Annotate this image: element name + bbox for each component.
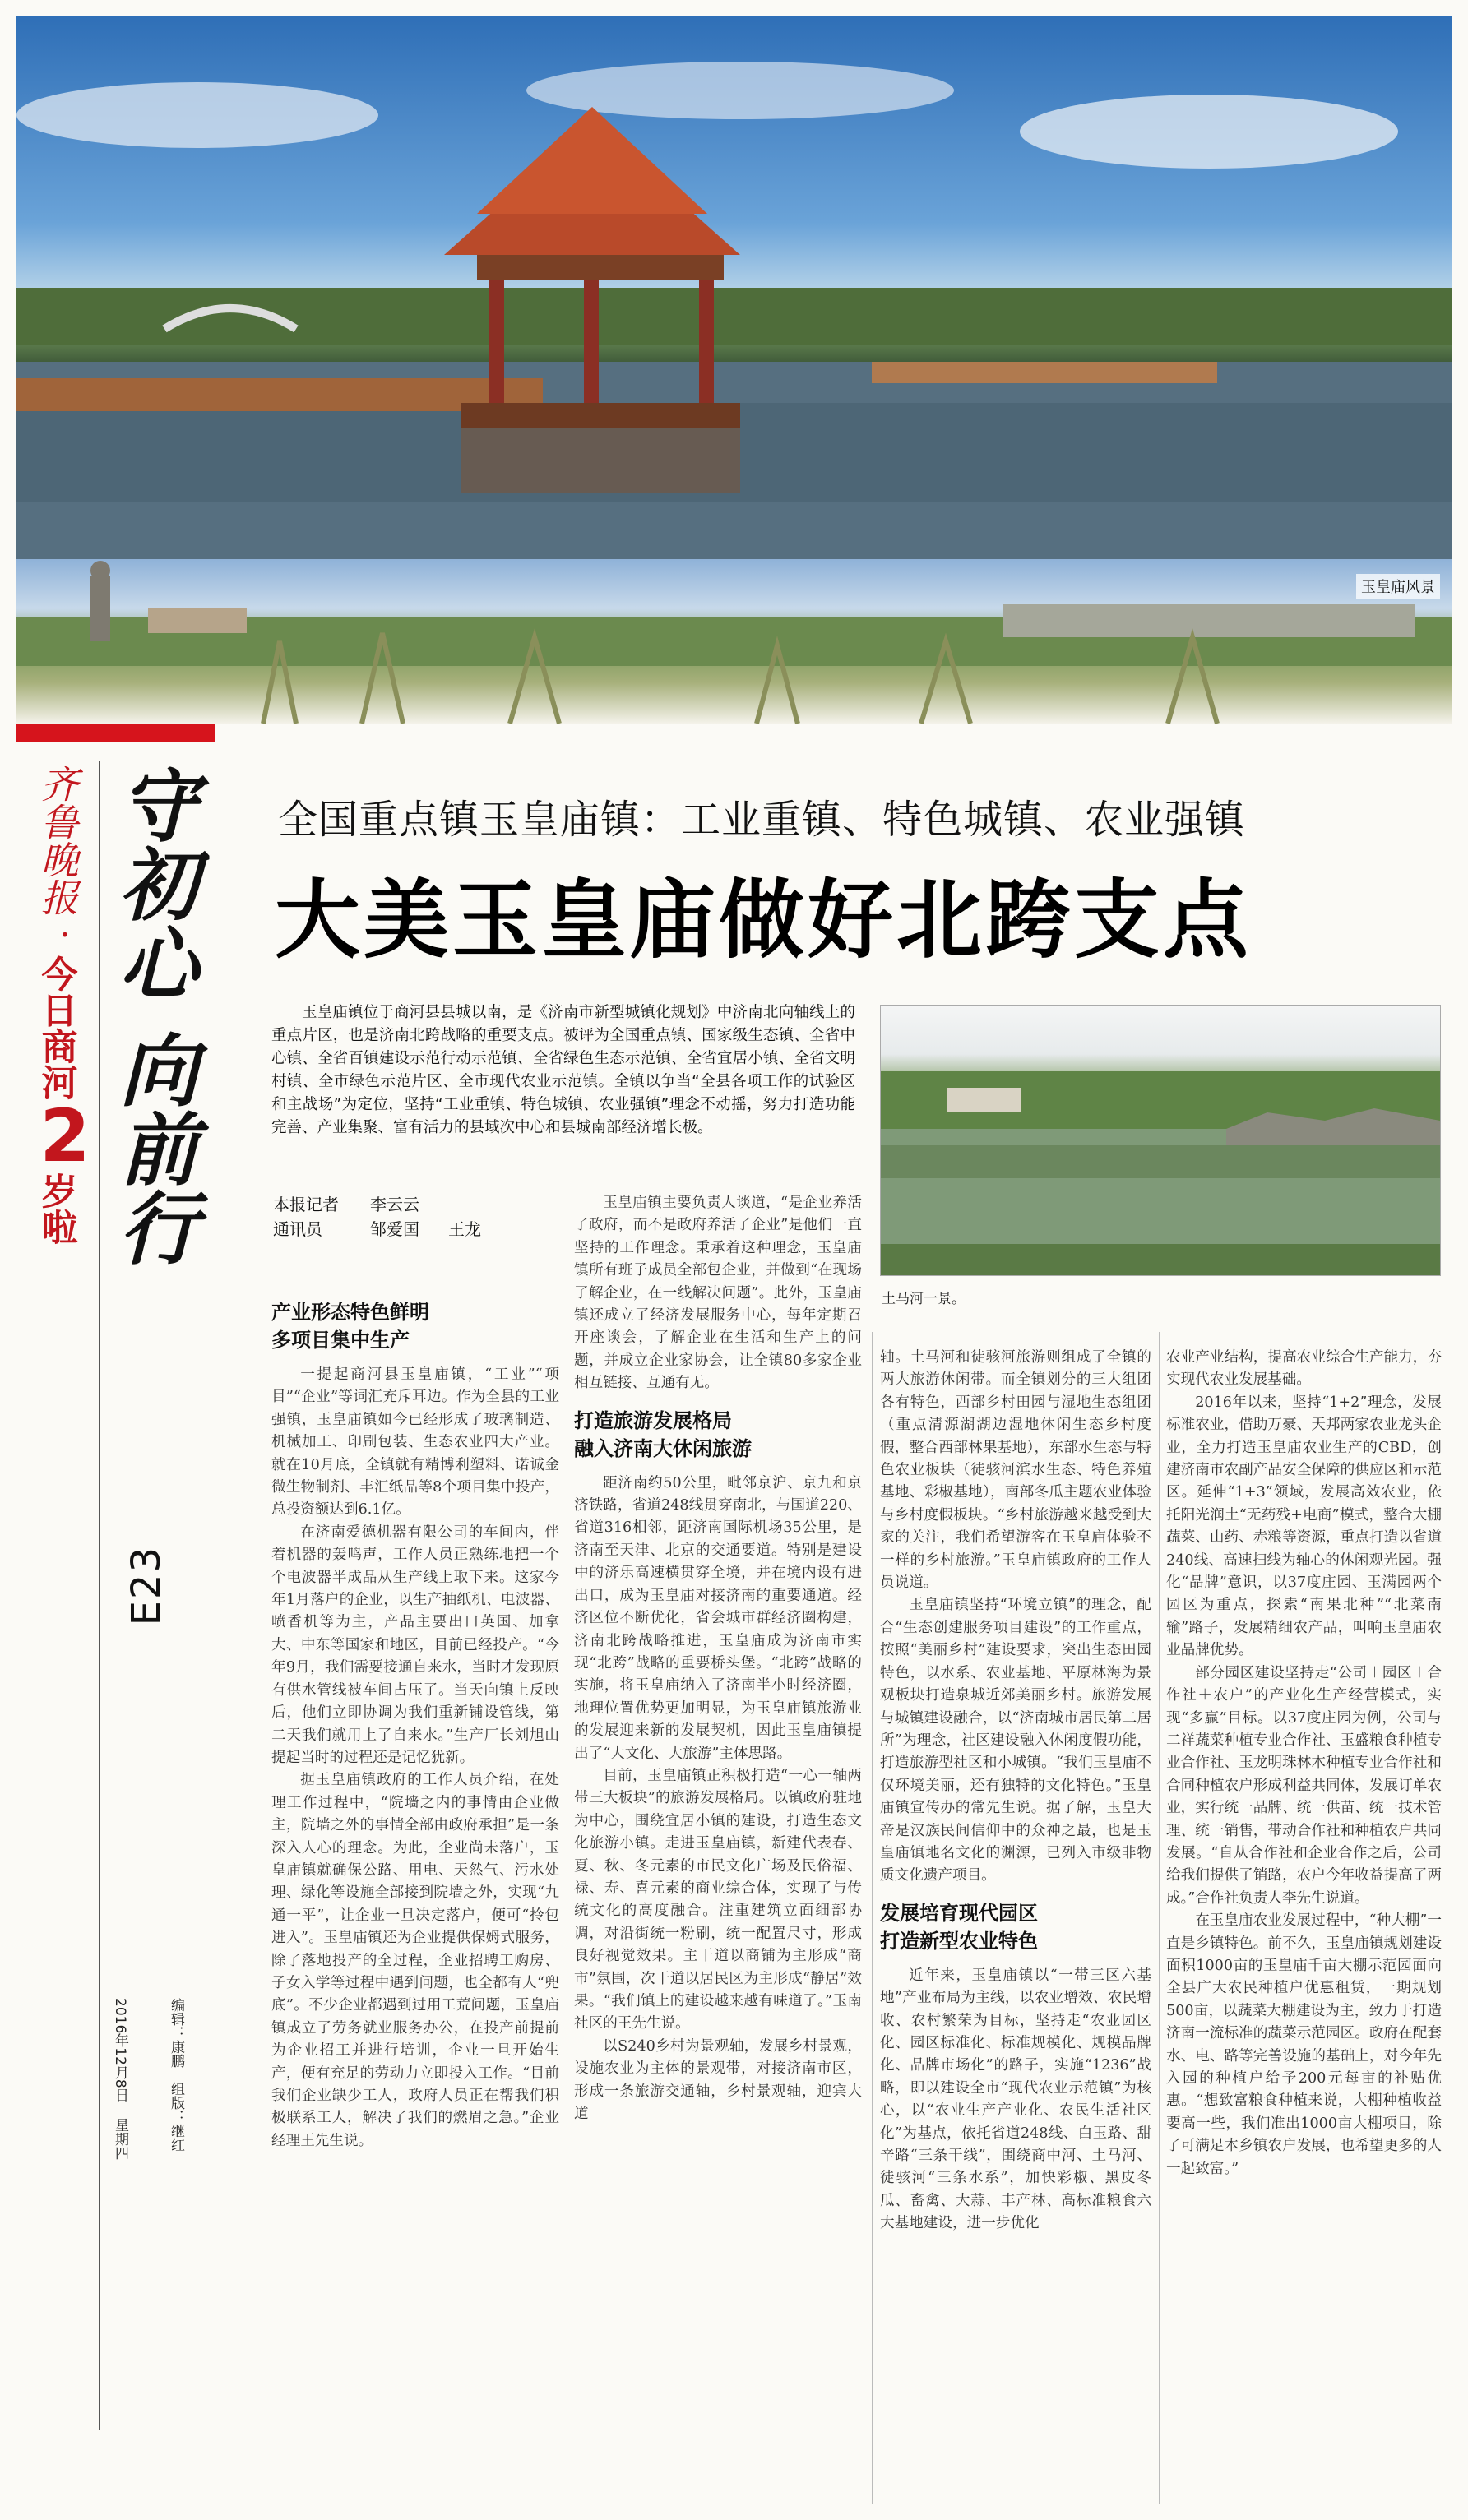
editor-name: 编辑：康鹏 [168, 1998, 184, 2068]
paragraph: 一提起商河县玉皇庙镇，“工业”“项目”“企业”等词汇充斥耳边。作为全县的工业强镇，玉皇庙镇如今已经形成了玻璃制造、机械加工、印刷包装、生态农业四大产业。就在10月底，全镇就有精博利塑料、诺诚金微生物制剂、丰汇纸品等8个项目集中投产，总投资额达到6.1亿。 [271, 1366, 559, 1519]
headline-kicker: 全国重点镇玉皇庙镇：工业重镇、特色城镇、农业强镇 [278, 797, 1246, 843]
paragraph: 轴。土马河和徒骇河旅游则组成了全镇的两大旅游休闲带。而全镇划分的三大组团各有特色，西部乡村田园与湿地生态组团（重点清源湖湖边湿地休闲生态乡村度假，整合西部林果基地），东部水生态与特色农业板块（徒骇河滨水生态、特色养殖基地、彩椒基地），南部冬瓜主题农业体验与乡村度假板块。“乡村旅游越来越受到大家的关注，我们希望游客在玉皇庙体验不一样的乡村旅游。”玉皇庙镇政府的工作人员说道。 [880, 1349, 1151, 1592]
article-column-2 [574, 1192, 862, 2125]
correspondent-name-2: 王龙 [448, 1219, 481, 1239]
motto-line-2: 向前行 [106, 1029, 200, 1266]
subhead-agriculture-line-2: 打造新型农业特色 [880, 1929, 1038, 1953]
paragraph: 近年来，玉皇庙镇以“一带三区六基地”产业布局为主线，以农业增效、农民增收、农村繁荣为目标，坚持走“农业园区化、园区标准化、标准规模化、规模品牌化、品牌市场化”的路子，实施“1236”战略，即以建设全市“现代农业示范镇”为核心，以“农业生产产业化、农民生活社区化”为基点，依托省道248线、白玉路、甜辛路“三条干线”，围绕商中河、土马河、徒骇河“三条水系”，加快彩椒、黑皮冬瓜、畜禽、大蒜、丰产林、高标准粮食六大基地建设，进一步优化 [880, 1967, 1151, 2232]
reporter-row [273, 1192, 507, 1217]
hero-photo [16, 16, 1452, 559]
paragraph: 2016年以来，坚持“1+2”理念，发展标准农业，借助万豪、天邦两家农业龙头企业，全力打造玉皇庙农业生产的CBD，创建济南市农副产品安全保障的供应区和示范区。延伸“1+3”领域，发展高效农业，依托阳光润土“无药残+电商”模式，整合大棚蔬菜、山药、赤粮等资源，重点打造以省道240线、高速扫线为轴心的休闲观光园。强化“品牌”意识，以37度庄园、玉满园两个园区为重点，探索“南果北种”“北菜南输”路子，发展精细农产品，叫响玉皇庙农业品牌优势。 [1166, 1394, 1442, 1659]
section-name: 今日商河 [35, 955, 77, 1100]
subhead-agriculture [880, 1899, 1151, 1955]
rail-divider [99, 761, 100, 2430]
hero-caption: 玉皇庙风景 [1356, 574, 1440, 599]
subhead-agriculture-line-1: 发展培育现代园区 [880, 1901, 1038, 1925]
river-scene-image [881, 1006, 1440, 1275]
paragraph: 玉皇庙镇坚持“环境立镇”的理念，配合“生态创建服务项目建设”的工作重点，按照“美丽乡村”建设要求，突出生态田园特色，以水系、农业基地、平原林海为景观板块打造泉城近郊美丽乡村。旅游发展与城镇建设融合，以“济南城市居民第二居所”为理念，社区建设融入休闲度假功能，打造旅游型社区和小城镇。“我们玉皇庙不仅环境美丽，还有独特的文化特色。”玉皇庙镇宣传办的常先生说。据了解，玉皇大帝是汉族民间信仰中的众神之最，也是玉皇庙镇地名文化的渊源，已列入市级非物质文化遗产项目。 [880, 1597, 1151, 1884]
paragraph: 部分园区建设坚持走“公司＋园区＋合作社＋农户”的产业化生产经营模式，实现“多赢”目标。以37度庄园为例，公司与二祥蔬菜种植专业合作社、玉盛粮食种植专业合作社、玉龙明珠林木种植专业合作社和合同种植农户形成利益共同体，发展订单农业，实行统一品牌、统一供苗、统一技术管理、统一销售，带动合作社和种植农户共同发展。“自从合作社和企业合作之后，公司给我们提供了销路，农户今年收益提高了两成。”合作社负责人李先生说道。 [1166, 1664, 1442, 1907]
lake-photo [880, 1005, 1441, 1276]
reed-landscape-photo [16, 559, 1452, 724]
correspondent-row [273, 1217, 507, 1242]
paragraph: 农业产业结构，提高农业综合生产能力，夯实现代农业发展基础。 [1166, 1349, 1442, 1389]
article-column-4 [1166, 1347, 1442, 2180]
subhead-industry-line-1: 产业形态特色鲜明 [271, 1301, 429, 1324]
article-column-1 [271, 1287, 559, 2152]
subhead-tourism-line-2: 融入济南大休闲旅游 [574, 1436, 752, 1460]
paragraph: 据玉皇庙镇政府的工作人员介绍，在处理工作过程中，“院墙之内的事情由企业做主，院墙之外的事情全部由政府承担”是一条深入人心的理念。为此，企业尚未落户，玉皇庙镇就确保公路、用电、天然气、污水处理、绿化等设施全部接到院墙之外，实现“九通一平”，让企业一旦决定落户，便可“拎包进入”。玉皇庙镇还为企业提供保姆式服务，除了落地投产的全过程，企业招聘工购房、子女入学等过程中遇到问题，也全都有人“兜底”。不少企业都遇到过用工荒问题，玉皇庙镇成立了劳务就业服务办公，在投产前提前为企业招工并进行培训，企业一旦开始生产，便有充足的劳动力立即投入工作。“目前我们企业缺少工人，政府人员正在帮我们积极联系工人，解决了我们的燃眉之急。”企业经理王先生说。 [271, 1772, 559, 2149]
byline [273, 1192, 507, 1242]
designer-name: 组版：继红 [168, 2082, 184, 2152]
lake-caption: 土马河一景。 [882, 1291, 966, 1307]
reporter-label: 本报记者 [273, 1195, 339, 1214]
statue-reeds-image [16, 559, 1452, 724]
newspaper-masthead-vertical [36, 765, 94, 1603]
paragraph: 在玉皇庙农业发展过程中，“种大棚”一直是乡镇特色。前不久，玉皇庙镇规划建设面积1000亩的玉皇庙千亩大棚示范园面向全县广大农民种植户优惠租赁，一期规划500亩，以蔬菜大棚建设为主，致力于打造济南一流标准的蔬菜示范园区。政府在配套水、电、路等完善设施的基础上，对今年先入园的种植户给予200元每亩的补贴优惠。“想致富粮食种植来说，大棚种植收益要高一些，我们准出1000亩大棚项目，除了可满足本乡镇农户发展，也希望更多的人一起致富。” [1166, 1912, 1442, 2177]
column-rule [1159, 1332, 1160, 2504]
masthead-separator: · [59, 914, 71, 956]
anniversary-suffix: 岁啦 [35, 1172, 77, 1245]
paragraph: 目前，玉皇庙镇正积极打造“一心一轴两带三大板块”的旅游发展格局。以镇政府驻地为中心，围绕宜居小镇的建设，打造生态文化旅游小镇。走进玉皇庙镇，新建代表春、夏、秋、冬元素的市民文化广场及民俗福、禄、寿、喜元素的商业综合体，实现了与传统文化的高度融合。注重建筑立面细部协调，对沿街统一粉刷，统一配置尺寸，形成良好视觉效果。主干道以商铺为主形成“商市”氛围，次干道以居民区为主形成“静居”效果。“我们镇上的建设越来越有味道了。”玉南社区的王先生说。 [574, 1767, 862, 2032]
paragraph: 玉皇庙镇主要负责人谈道，“是企业养活了政府，而不是政府养活了企业”是他们一直坚持的工作理念。秉承着这种理念，玉皇庙镇所有班子成员全部包企业，并做到“在现场了解企业，在一线解决问题”。此外，玉皇庙镇还成立了经济发展服务中心，每年定期召开座谈会，了解企业在生活和生产上的问题，并成立企业家协会，让全镇80多家企业相互链接、互通有无。 [574, 1195, 862, 1392]
issue-date [109, 1998, 132, 2160]
paragraph: 以S240乡村为景观轴，发展乡村景观，设施农业为主体的景观带，对接济南市区，形成一条旅游交通轴，乡村景观轴，迎宾大道 [574, 2037, 862, 2123]
correspondent-name-1: 邹爱国 [370, 1219, 419, 1239]
paragraph: 在济南爱德机器有限公司的车间内，伴着机器的轰鸣声，工作人员正熟练地把一个个电波器半成品从生产线上取下来。这家今年1月落户的企业，以生产抽纸机、电波器、喷香机等为主，产品主要出口英国、加拿大、中东等国家和地区，目前已经投产。“今年9月，我们需要接通自来水，当时才发现原有供水管线被车间占压了。当天向镇上反映后，他们立即协调为我们重新铺设管线，第二天我们就用上了自来水。”生产厂长刘旭山提起当时的过程还是记忆犹新。 [271, 1524, 559, 1766]
motto-calligraphy [107, 765, 214, 1269]
subhead-industry [271, 1298, 559, 1354]
column-rule [872, 1332, 873, 2504]
red-accent-bar [16, 724, 215, 742]
page-code: E23 [123, 1546, 169, 1626]
main-headline: 大美玉皇庙做好北跨支点 [275, 870, 1253, 970]
paper-name: 齐鲁晚报 [35, 765, 80, 916]
reporter-name: 李云云 [370, 1195, 419, 1214]
pavilion-scene-image [16, 16, 1452, 559]
editor-credits [138, 1998, 188, 2162]
paragraph: 距济南约50公里，毗邻京沪、京九和京济铁路，省道248线贯穿南北，与国道220、省道316相邻，距济南国际机场35公里，是济南至天津、北京的交通要道。特别是建设中的济乐高速横贯穿全境，并在境内设有进出口，成为玉皇庙对接济南的重要通道。经济区位不断优化，省会城市群经济圈构建，济南北跨战略推进，玉皇庙成为济南市实现“北跨”战略的重要桥头堡。“北跨”战略的实施，将玉皇庙纳入了济南半小时经济圈，地理位置优势更加明显，为玉皇庙镇旅游业的发展迎来新的发展契机，因此玉皇庙镇提出了“大文化、大旅游”主体思路。 [574, 1474, 862, 1762]
subhead-tourism [574, 1407, 862, 1463]
subhead-tourism-line-1: 打造旅游发展格局 [574, 1408, 732, 1432]
anniversary-number: 2 [39, 1093, 90, 1178]
article-column-3 [880, 1347, 1151, 2236]
intro-paragraph: 玉皇庙镇位于商河县县城以南，是《济南市新型城镇化规划》中济南北向轴线上的重点片区，也是济南北跨战略的重要支点。被评为全国重点镇、国家级生态镇、全省中心镇、全省百镇建设示范行动示范镇、全省绿色生态示范镇、全省宜居小镇、全省文明村镇、全市绿色示范片区、全市现代农业示范镇。全镇以争当“全县各项工作的试验区和主战场”为定位，坚持“工业重镇、特色城镇、农业强镇”理念不动摇，努力打造功能完善、产业集聚、富有活力的县域次中心和县城南部经济增长极。 [271, 1004, 855, 1136]
correspondent-label: 通讯员 [273, 1219, 322, 1239]
motto-line-1: 守初心 [106, 765, 200, 1001]
date-text: 2016年12月8日 [112, 1998, 128, 2102]
weekday-text: 星期四 [112, 2118, 128, 2161]
subhead-industry-line-2: 多项目集中生产 [271, 1329, 410, 1352]
